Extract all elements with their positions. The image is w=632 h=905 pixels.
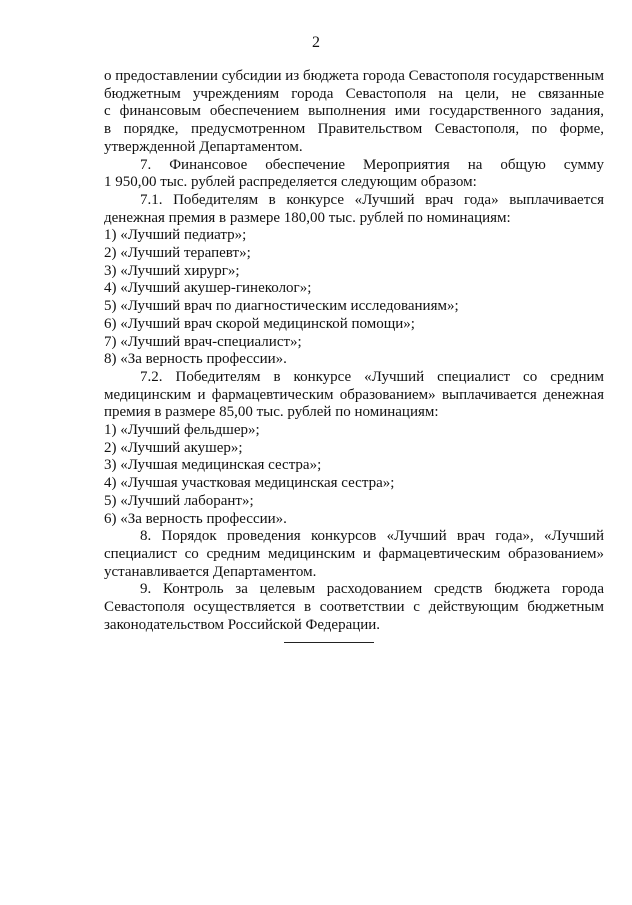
end-divider-line [284,642,374,643]
text-line: денежная премия в размере 180,00 тыс. рублей по номинациям: [104,209,511,226]
text-line: бюджетным учреждениям города Севастополя на цели, не связанные [104,85,604,102]
list-item: 8) «За верность профессии». [104,351,287,368]
page-number: 2 [312,34,320,51]
nomination-list-doctors [104,227,604,369]
list-item: 6) «За верность профессии». [104,510,287,527]
list-item: 4) «Лучшая участковая медицинская сестра»; [104,475,395,492]
list-item: 3) «Лучшая медицинская сестра»; [104,457,322,474]
text-line: устанавливается Департаментом. [104,563,317,580]
list-item: 5) «Лучший лаборант»; [104,492,254,509]
text-line: о предоставлении субсидии из бюджета города Севастополя государственным [104,68,604,84]
list-item: 1) «Лучший фельдшер»; [104,422,260,439]
paragraph-8 [104,528,604,581]
text-line: 7.1. Победителям в конкурсе «Лучший врач года» выплачивается [140,191,604,208]
text-line: 1 950,00 тыс. рублей распределяется следующим образом: [104,174,477,191]
text-line: с финансовым обеспечением выполнения ими государственного задания, [104,103,604,120]
text-line: законодательством Российской Федерации. [104,616,381,633]
list-item: 7) «Лучший врач-специалист»; [104,333,302,350]
text-line: 7. Финансовое обеспечение Мероприятия на общую сумму [140,156,604,173]
text-line: 8. Порядок проведения конкурсов «Лучший врач года», «Лучший [140,528,604,545]
text-line: 9. Контроль за целевым расходованием средств бюджета города [140,581,604,598]
list-item: 2) «Лучший терапевт»; [104,245,251,262]
document-body [104,68,604,635]
paragraph-7-1 [104,192,604,227]
list-item: 4) «Лучший акушер-гинеколог»; [104,280,312,297]
list-item: 5) «Лучший врач по диагностическим исследованиям»; [104,298,459,315]
text-line: 7.2. Победителям в конкурсе «Лучший специалист со средним [140,368,604,385]
text-line: специалист со средним медицинским и фармацевтическим образованием» [104,545,604,562]
text-line: в порядке, предусмотренном Правительством Севастополя, по форме, [104,121,604,138]
paragraph-intro [104,68,604,157]
text-line: медицинским и фармацевтическим образованием» выплачивается денежная [104,386,604,403]
text-line: Севастополя осуществляется в соответствии с действующим бюджетным [104,599,604,616]
paragraph-9 [104,581,604,634]
text-line: утвержденной Департаментом. [104,138,303,155]
text-line: премия в размере 85,00 тыс. рублей по номинациям: [104,404,439,421]
list-item: 6) «Лучший врач скорой медицинской помощи»; [104,315,415,332]
list-item: 1) «Лучший педиатр»; [104,227,247,244]
list-item: 3) «Лучший хирург»; [104,262,240,279]
paragraph-7-2 [104,369,604,422]
list-item: 2) «Лучший акушер»; [104,439,243,456]
paragraph-7 [104,157,604,192]
nomination-list-specialists [104,422,604,528]
